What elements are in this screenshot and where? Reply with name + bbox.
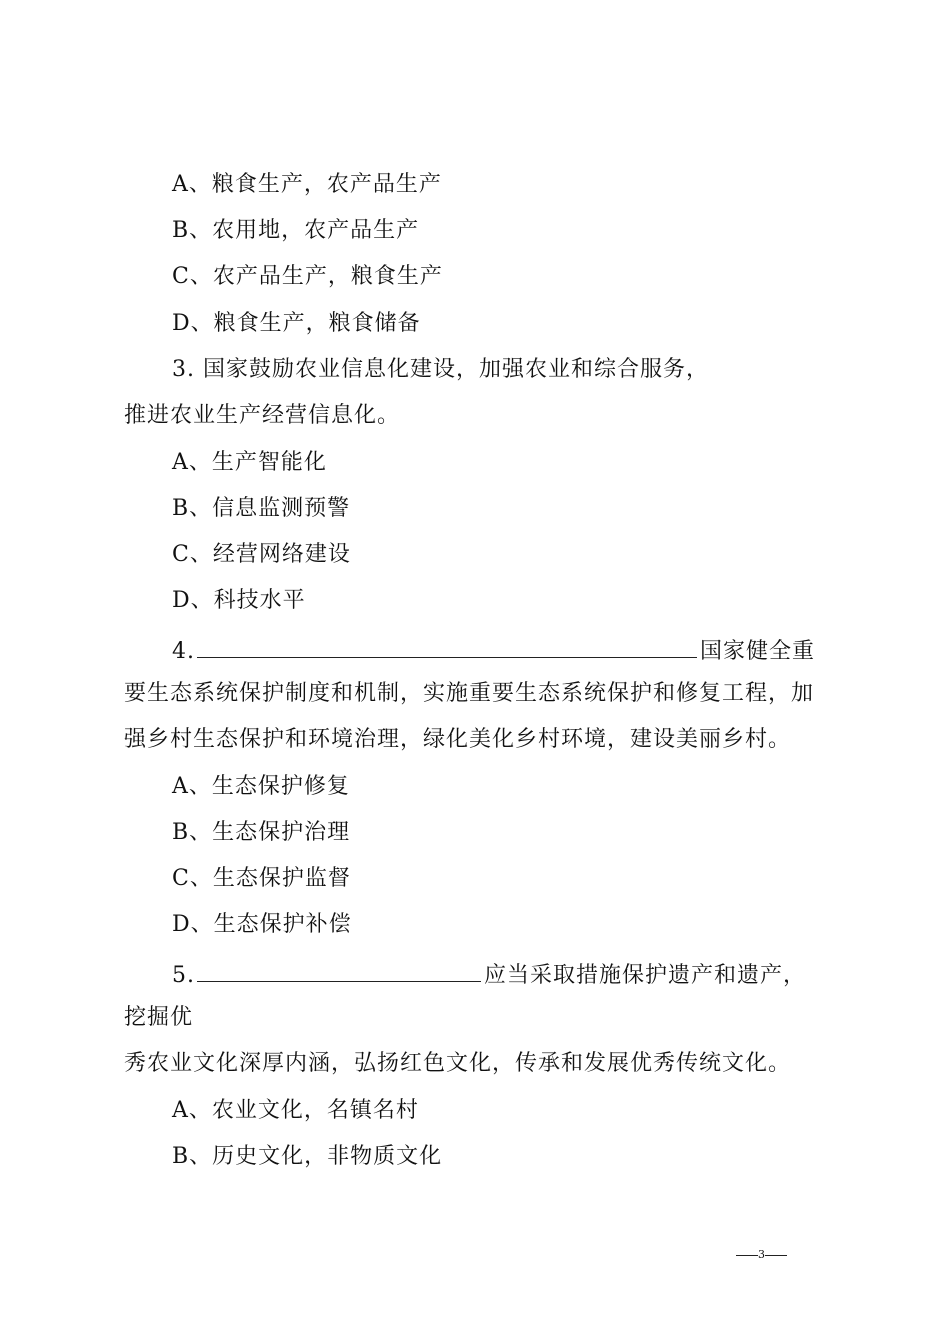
q5-stem-line1-text: 应当采取措施保护遗产和遗产， — [484, 963, 807, 988]
q4-stem-line3: 强乡村生态保护和环境治理，绿化美化乡村环境，建设美丽乡村。 — [124, 727, 792, 752]
q3-stem-line1: 3. 国家鼓励农业信息化建设，加强农业和综合服务， — [172, 357, 709, 382]
page-footer — [736, 1249, 787, 1260]
q4-stem-line1-text: 国家健全重 — [700, 639, 816, 664]
q5-stem-line2: 挖掘优 — [124, 1005, 194, 1030]
q5-option-a: A、农业文化，名镇名村 — [172, 1098, 419, 1123]
q4-option-d: D、生态保护补偿 — [172, 912, 352, 937]
q5-stem-line1 — [172, 961, 806, 987]
q4-option-b: B、生态保护治理 — [172, 820, 351, 845]
q5-stem-line3: 秀农业文化深厚内涵，弘扬红色文化，传承和发展优秀传统文化。 — [124, 1051, 792, 1076]
q5-blank — [197, 961, 481, 982]
q4-stem-line1 — [172, 637, 815, 663]
q4-option-c: C、生态保护监督 — [172, 866, 351, 891]
footer-dash-left — [736, 1255, 758, 1256]
q4-stem-line2: 要生态系统保护制度和机制，实施重要生态系统保护和修复工程，加 — [124, 681, 815, 706]
q4-option-a: A、生态保护修复 — [172, 774, 350, 799]
footer-dash-right — [765, 1255, 787, 1256]
q2-option-d: D、粮食生产，粮食储备 — [172, 311, 421, 336]
page-number: 3 — [758, 1248, 765, 1261]
q3-option-a: A、生产智能化 — [172, 450, 327, 475]
q4-number: 4. — [172, 639, 195, 664]
q3-stem-line2: 推进农业生产经营信息化。 — [124, 403, 401, 428]
q2-option-b: B、农用地，农产品生产 — [172, 218, 420, 243]
q3-option-d: D、科技水平 — [172, 588, 306, 613]
q5-number: 5. — [172, 963, 195, 988]
q3-option-c: C、经营网络建设 — [172, 542, 351, 567]
q2-option-c: C、农产品生产，粮食生产 — [172, 264, 443, 289]
q4-blank — [197, 637, 697, 658]
q2-option-a: A、粮食生产，农产品生产 — [172, 172, 442, 197]
q5-option-b: B、历史文化，非物质文化 — [172, 1144, 443, 1169]
q3-option-b: B、信息监测预警 — [172, 496, 351, 521]
